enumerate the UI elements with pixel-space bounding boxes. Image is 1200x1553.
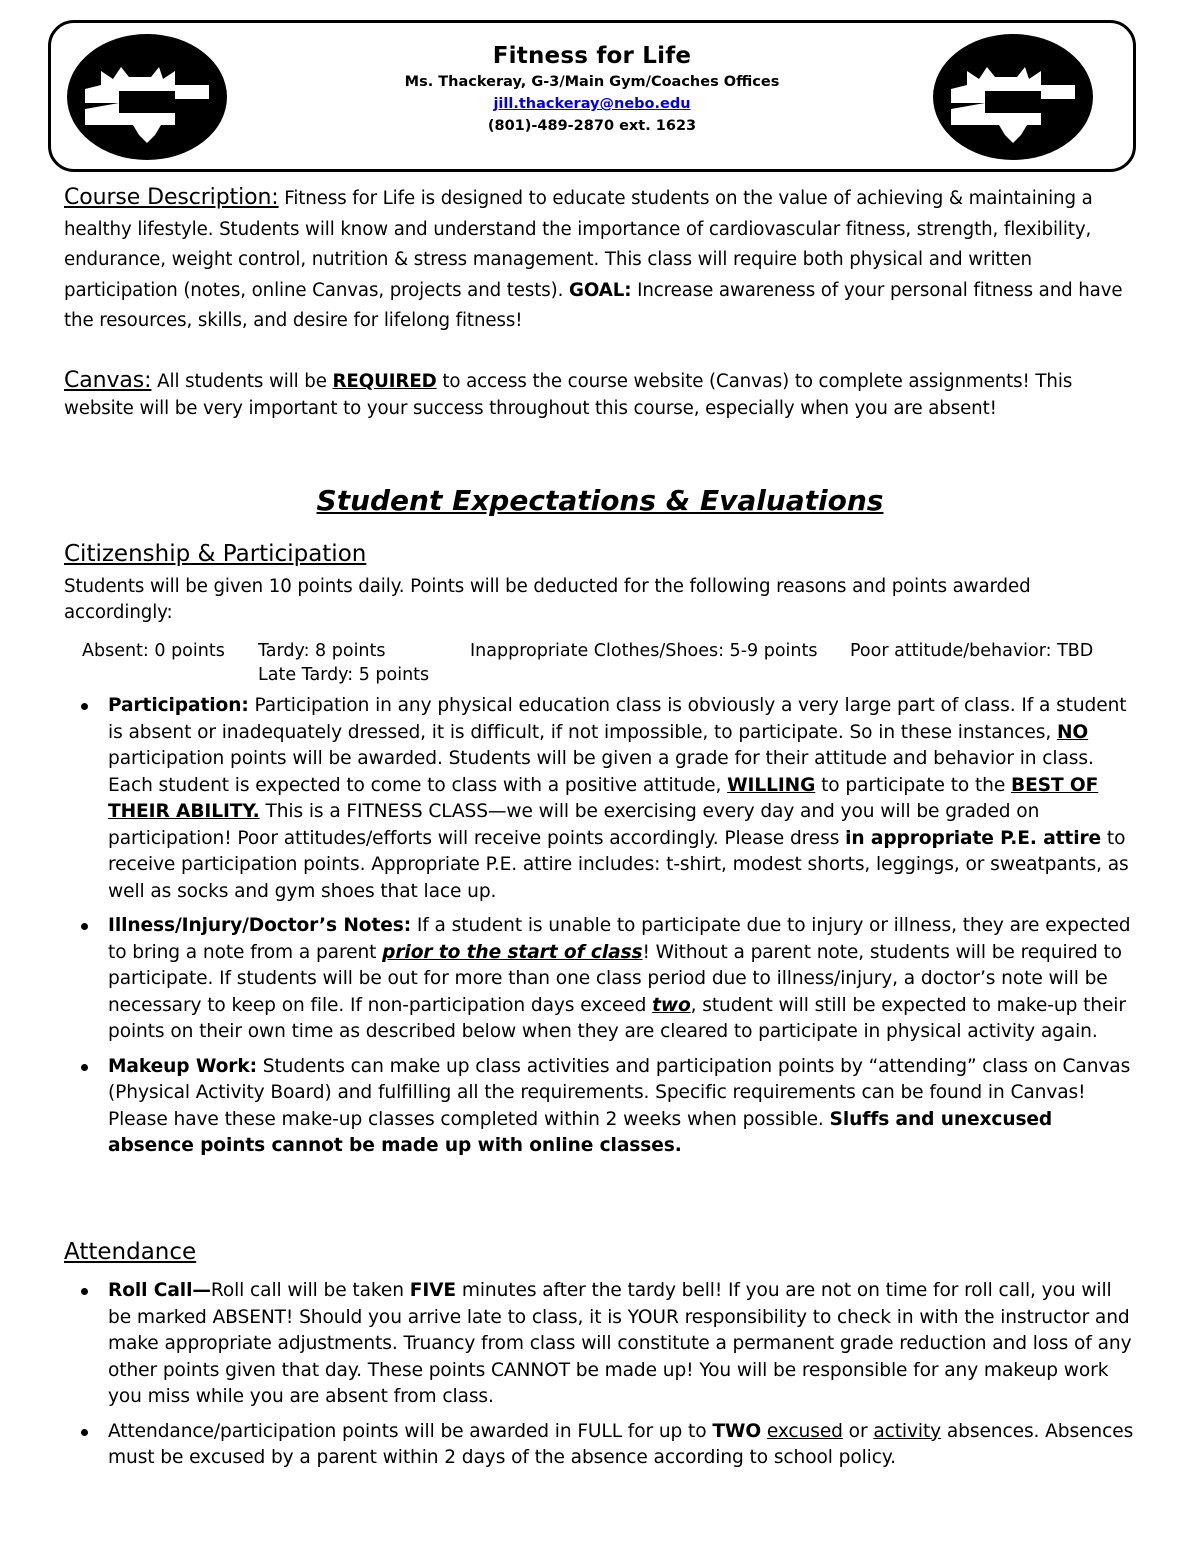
citizenship-list xyxy=(64,693,1140,1168)
participation-best: BEST OF THEIR ABILITY. xyxy=(108,774,1099,822)
participation-text: to receive participation points. Appropriate P.E. attire includes: t-shirt, modest shorts, leggings, or sweatpants, as well as socks and gym shoes that lace up. xyxy=(108,827,1129,902)
illness-two: two xyxy=(652,994,691,1016)
illness-text: , student will still be expected to make-up their points on their own time as described below when they are cleared to participate in physical activity again. xyxy=(108,994,1126,1042)
course-description xyxy=(64,183,1140,337)
makeup-text: Students can make up class activities and participation points by “attending” class on Canvas (Physical Activity Board) and fulfilling all the requirements. Specific requirements can be found in Canvas! Please have these make-up classes completed within 2 weeks when possible. xyxy=(108,1055,1131,1130)
canvas-required: REQUIRED xyxy=(332,371,437,392)
absences-activity: activity xyxy=(873,1420,942,1442)
points-absent: Absent: 0 points xyxy=(82,641,225,661)
course-description-heading: Course Description: xyxy=(64,185,279,210)
course-description-text: Fitness for Life is designed to educate students on the value of achieving & maintaining a healthy lifestyle. Students will know and understand the importance of cardiovascular fitness, strength, flexibility, endurance, weight control, nutrition & stress management. This class will require both physical and written participation (notes, online Canvas, projects and tests). xyxy=(64,188,1093,301)
main-title: Student Expectations & Evaluations xyxy=(316,484,884,517)
points-late-tardy: Late Tardy: 5 points xyxy=(258,665,430,685)
absences-text: or xyxy=(842,1420,874,1442)
participation-text: Participation in any physical education class is obviously a very large part of class. If a student is absent or inadequately dressed, it is difficult, if not impossible, to participate. So in these instances, xyxy=(108,695,1127,743)
roll-call-text: Roll call will be taken xyxy=(210,1280,410,1301)
attendance-list xyxy=(64,1278,1140,1480)
points-attitude: Poor attitude/behavior: TBD xyxy=(850,641,1094,661)
makeup-label: Makeup Work: xyxy=(108,1055,257,1077)
points-clothes: Inappropriate Clothes/Shoes: 5-9 points xyxy=(470,641,818,661)
list-item xyxy=(64,693,1140,905)
teacher-line: Ms. Thackeray, G-3/Main Gym/Coaches Offices xyxy=(404,74,780,90)
points-tardy: Tardy: 8 points xyxy=(258,641,386,661)
citizenship-section xyxy=(64,541,1140,626)
illness-text: If a student is unable to participate due to injury or illness, they are expected to bring a note from a parent xyxy=(108,915,1131,963)
list-item xyxy=(64,1278,1140,1411)
attendance-section xyxy=(64,1239,1140,1265)
participation-text: This is a FITNESS CLASS—we will be exercising every day and you will be graded on participation! Poor attitudes/efforts will receive points accordingly. Please dress xyxy=(108,801,1040,849)
participation-no: NO xyxy=(1056,721,1089,743)
absences-text: absences. Absences must be excused by a parent within 2 days of the absence according to school policy. xyxy=(108,1420,1134,1468)
absences-text: Attendance/participation points will be awarded in FULL for up to xyxy=(108,1420,713,1442)
canvas-section xyxy=(64,367,1140,422)
participation-label: Participation: xyxy=(108,695,249,716)
goal-text: Increase awareness of your personal fitness and have the resources, skills, and desire for lifelong fitness! xyxy=(64,279,1123,331)
canvas-text-before: All students will be xyxy=(151,371,333,392)
participation-text: participation points will be awarded. Students will be given a grade for their attitude and behavior in class. Each student is expected to come to class with a positive attitude, xyxy=(108,748,1094,796)
citizenship-intro: Students will be given 10 points daily. Points will be deducted for the following reasons and points awarded accordingly: xyxy=(64,576,1031,623)
participation-attire: in appropriate P.E. attire xyxy=(845,827,1102,849)
canvas-text-after: to access the course website (Canvas) to complete assignments! This website will be very important to your success throughout this course, especially when you are absent! xyxy=(64,371,1073,419)
roll-call-label: Roll Call— xyxy=(108,1280,211,1301)
roll-call-five: FIVE xyxy=(409,1280,457,1301)
participation-text: to participate to the xyxy=(815,774,1011,796)
illness-label: Illness/Injury/Doctor’s Notes: xyxy=(108,915,412,936)
phone-number: (801)-489-2870 ext. 1623 xyxy=(487,118,697,134)
list-item xyxy=(64,1054,1140,1160)
attendance-heading: Attendance xyxy=(64,1239,197,1265)
illness-text: ! Without a parent note, students will be required to participate. If students will be out for more than one class period due to illness/injury, a doctor’s note will be necessary to keep on file. If non-participation days exceed xyxy=(108,941,1122,1016)
page-title: Fitness for Life xyxy=(492,43,692,69)
list-item xyxy=(64,1419,1140,1472)
participation-willing: WILLING xyxy=(727,774,816,796)
list-item xyxy=(64,913,1140,1046)
absences-two: TWO xyxy=(712,1420,762,1442)
makeup-bold: Sluffs and unexcused absence points cannot be made up with online classes. xyxy=(108,1108,1053,1156)
goal-label: GOAL: xyxy=(569,279,632,301)
header-box xyxy=(48,20,1136,172)
school-s-logo-icon xyxy=(933,33,1093,161)
citizenship-heading: Citizenship & Participation xyxy=(64,541,367,567)
roll-call-text: minutes after the tardy bell! If you are not on time for roll call, you will be marked ABSENT! Should you arrive late to class, it is YOUR responsibility to check in with the instructor and make appropriate adjustments. Truancy from class will constitute a permanent grade reduction and loss of any other points given that day. These points CANNOT be made up! You will be responsible for any makeup work you miss while you are absent from class. xyxy=(108,1280,1132,1407)
email-link[interactable]: jill.thackeray@nebo.edu xyxy=(493,96,691,112)
absences-excused: excused xyxy=(766,1420,843,1442)
illness-prior: prior to the start of class xyxy=(382,941,643,963)
canvas-heading: Canvas: xyxy=(64,368,152,393)
